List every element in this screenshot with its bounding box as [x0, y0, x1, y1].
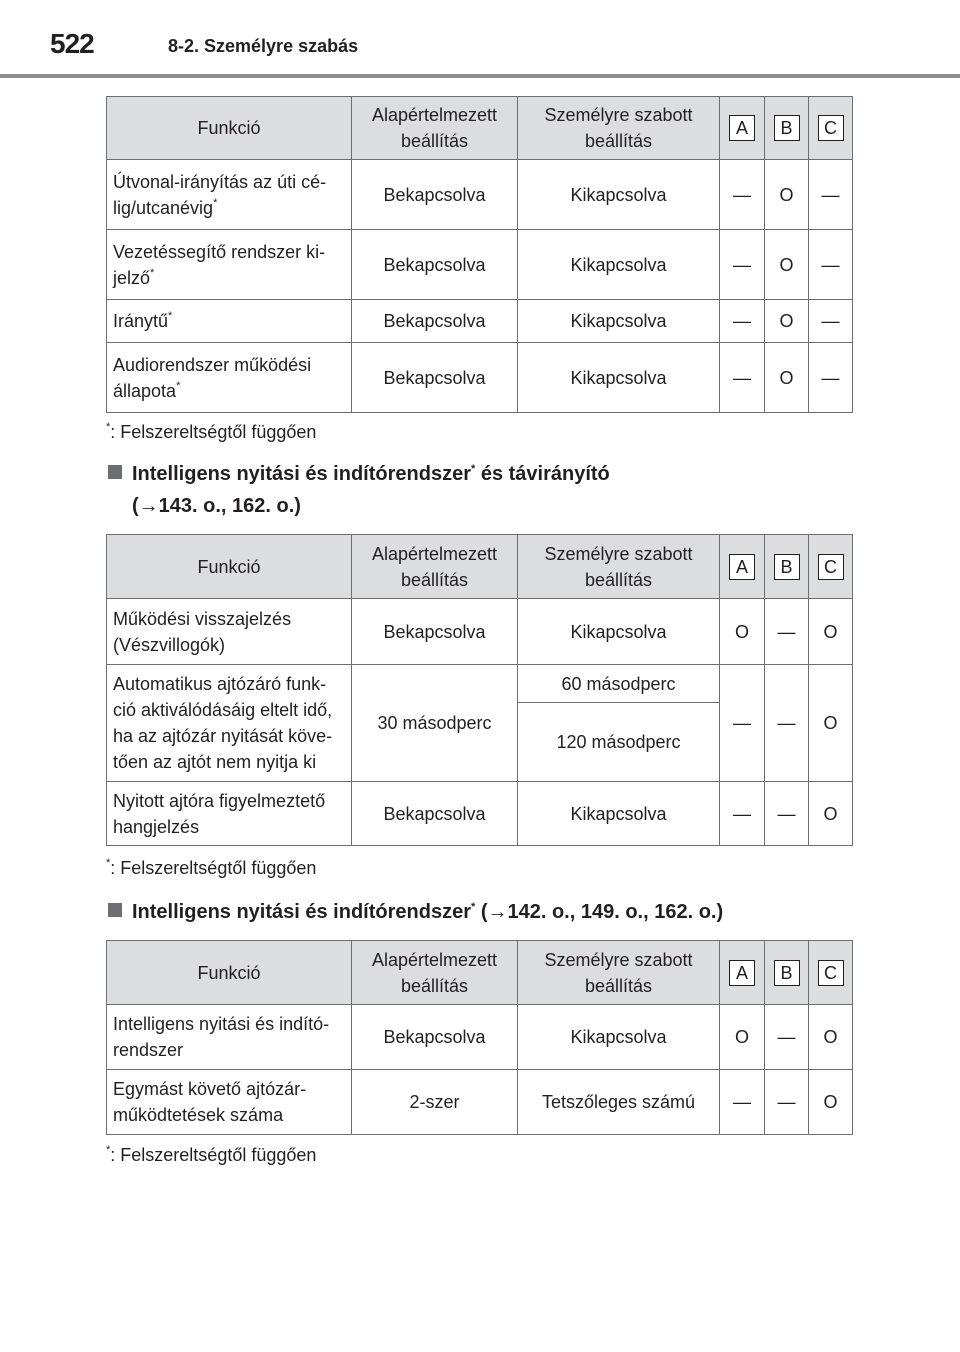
letter-box-c: C [818, 554, 844, 580]
c-cell: — [809, 343, 853, 413]
function-cell: Működési visszajelzés (Vészvillogók) [107, 599, 352, 665]
col-header-default: Alapértelmezett beállítás [352, 941, 518, 1005]
footnote-marker: * [106, 421, 111, 433]
custom-cell: Kikapcsolva [518, 1005, 720, 1070]
col-header-function: Funkció [107, 97, 352, 160]
b-cell: O [765, 343, 809, 413]
c-cell: — [809, 230, 853, 300]
a-cell: — [720, 782, 765, 846]
custom-cell: Kikapcsolva [518, 343, 720, 413]
custom-cell: Kikapcsolva [518, 300, 720, 343]
footnote-marker: * [106, 857, 111, 869]
default-cell: Bekapcsolva [352, 599, 518, 665]
col-header-a [720, 535, 765, 599]
c-cell: O [809, 782, 853, 846]
b-cell: — [765, 1070, 809, 1135]
c-cell: O [809, 1005, 853, 1070]
b-cell: — [765, 599, 809, 665]
section-heading-3: Intelligens nyitási és indítórendszer* (→142. o., 149. o., 162. o.) [108, 896, 723, 928]
table-header-row [107, 941, 853, 1005]
letter-box-a: A [729, 554, 755, 580]
footnote: *: Felszereltségtől függően [106, 857, 317, 878]
function-cell: Vezetéssegítő rendszer ki-jelző* [107, 230, 352, 300]
table-row [107, 782, 853, 846]
a-cell: — [720, 230, 765, 300]
col-header-default: Alapértelmezett beállítás [352, 97, 518, 160]
page-header [0, 0, 960, 80]
c-cell: — [809, 160, 853, 230]
footnote-marker: * [150, 266, 155, 279]
table-row [107, 160, 853, 230]
default-cell: Bekapcsolva [352, 160, 518, 230]
section-title: 8-2. Személyre szabás [168, 36, 359, 56]
page-number: 522 [50, 28, 94, 59]
function-cell: Útvonal-irányítás az úti cé-lig/utcanévig* [107, 160, 352, 230]
custom-cell: Kikapcsolva [518, 230, 720, 300]
col-header-a [720, 941, 765, 1005]
footnote: *: Felszereltségtől függően [106, 421, 317, 442]
letter-box-b: B [774, 960, 800, 986]
col-header-function: Funkció [107, 941, 352, 1005]
b-cell: O [765, 160, 809, 230]
custom-cell: Kikapcsolva [518, 599, 720, 665]
col-header-c [809, 97, 853, 160]
square-bullet-icon [108, 903, 122, 917]
table-row [107, 343, 853, 413]
col-header-c [809, 535, 853, 599]
letter-box-b: B [774, 115, 800, 141]
b-cell: O [765, 230, 809, 300]
letter-box-c: C [818, 115, 844, 141]
table-row [107, 300, 853, 343]
settings-table-3 [106, 940, 853, 1135]
b-cell: O [765, 300, 809, 343]
default-cell: Bekapcsolva [352, 343, 518, 413]
table-row [107, 1005, 853, 1070]
b-cell: — [765, 1005, 809, 1070]
footnote: *: Felszereltségtől függően [106, 1144, 317, 1165]
custom-cell: Kikapcsolva [518, 160, 720, 230]
b-cell: — [765, 782, 809, 846]
col-header-default: Alapértelmezett beállítás [352, 535, 518, 599]
a-cell: — [720, 343, 765, 413]
c-cell: O [809, 1070, 853, 1135]
footnote-marker: * [470, 463, 476, 475]
a-cell: — [720, 300, 765, 343]
letter-box-b: B [774, 554, 800, 580]
col-header-b [765, 97, 809, 160]
footnote-marker: * [470, 901, 476, 913]
function-cell: Intelligens nyitási és indító-rendszer [107, 1005, 352, 1070]
header-rule [0, 74, 960, 78]
col-header-c [809, 941, 853, 1005]
table-header-row [107, 535, 853, 599]
a-cell: O [720, 1005, 765, 1070]
default-cell: 2-szer [352, 1070, 518, 1135]
col-header-b [765, 941, 809, 1005]
custom-cell: 60 másodperc [518, 665, 720, 703]
table-row [107, 230, 853, 300]
table-row [107, 665, 853, 703]
col-header-a [720, 97, 765, 160]
a-cell: O [720, 599, 765, 665]
settings-table-1 [106, 96, 853, 413]
custom-cell: Kikapcsolva [518, 782, 720, 846]
c-cell: O [809, 599, 853, 665]
c-cell: O [809, 665, 853, 782]
footnote-marker: * [213, 196, 218, 209]
function-cell: Nyitott ajtóra figyelmeztető hangjelzés [107, 782, 352, 846]
c-cell: — [809, 300, 853, 343]
a-cell: — [720, 665, 765, 782]
function-cell: Egymást követő ajtózár-működtetések száma [107, 1070, 352, 1135]
table-header-row [107, 97, 853, 160]
col-header-custom: Személyre szabott beállítás [518, 535, 720, 599]
letter-box-a: A [729, 960, 755, 986]
footnote-marker: * [168, 310, 173, 322]
a-cell: — [720, 160, 765, 230]
function-cell: Audiorendszer működési állapota* [107, 343, 352, 413]
col-header-custom: Személyre szabott beállítás [518, 941, 720, 1005]
letter-box-a: A [729, 115, 755, 141]
section-heading-2: Intelligens nyitási és indítórendszer* és távirányító (→143. o., 162. o.) [108, 458, 610, 522]
function-cell: Automatikus ajtózáró funk-ció aktiválódásáig eltelt idő, ha az ajtózár nyitását köve-tően az ajtót nem nyitja ki [107, 665, 352, 782]
a-cell: — [720, 1070, 765, 1135]
col-header-b [765, 535, 809, 599]
square-bullet-icon [108, 465, 122, 479]
default-cell: Bekapcsolva [352, 1005, 518, 1070]
settings-table-2 [106, 534, 853, 846]
custom-cell: Tetszőleges számú [518, 1070, 720, 1135]
default-cell: Bekapcsolva [352, 230, 518, 300]
col-header-custom: Személyre szabott beállítás [518, 97, 720, 160]
default-cell: 30 másodperc [352, 665, 518, 782]
function-cell: Iránytű* [107, 300, 352, 343]
b-cell: — [765, 665, 809, 782]
default-cell: Bekapcsolva [352, 782, 518, 846]
table-row [107, 599, 853, 665]
letter-box-c: C [818, 960, 844, 986]
table-row [107, 1070, 853, 1135]
col-header-function: Funkció [107, 535, 352, 599]
custom-cell: 120 másodperc [518, 703, 720, 782]
footnote-marker: * [176, 379, 181, 392]
page-reference: (→143. o., 162. o.) [132, 495, 301, 517]
footnote-marker: * [106, 1144, 111, 1156]
default-cell: Bekapcsolva [352, 300, 518, 343]
